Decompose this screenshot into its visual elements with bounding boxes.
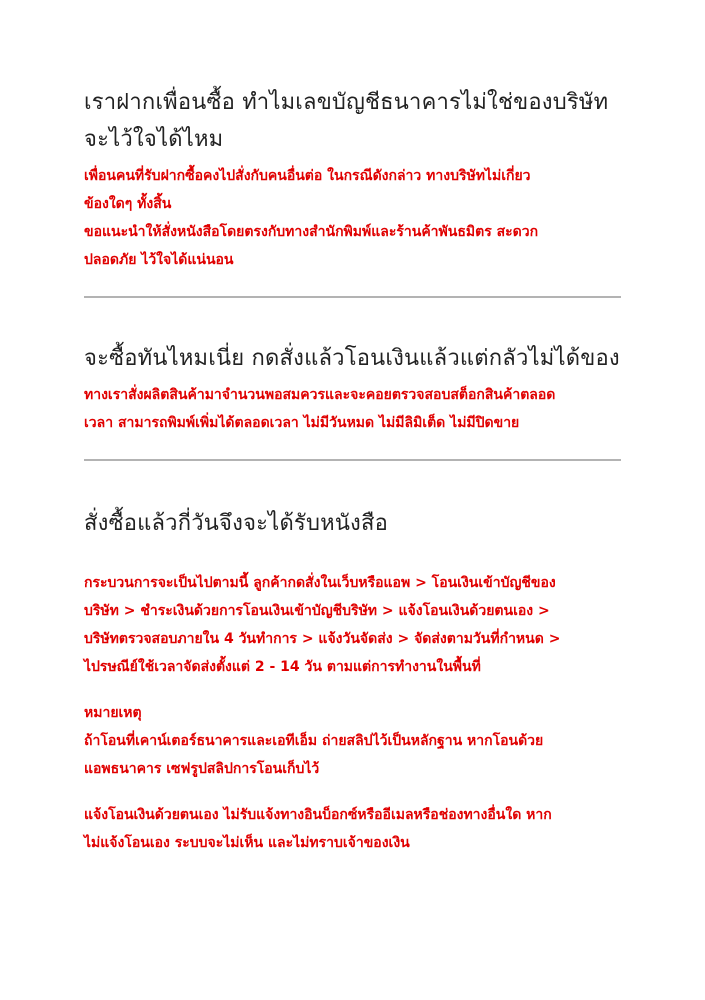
- body-line: ไปรษณีย์ใช้เวลาจัดส่งตั้งแต่ 2 - 14 วัน ตามแต่การทำงานในพื้นที่: [84, 659, 481, 675]
- note-label: หมายเหตุ: [84, 705, 142, 721]
- process-steps: [84, 569, 624, 681]
- faq-section-stock: [84, 340, 624, 437]
- body-line: เพื่อนคนที่รับฝากซื้อคงไปสั่งกับคนอื่นต่อ ในกรณีดังกล่าว ทางบริษัทไม่เกี่ยว: [84, 168, 531, 184]
- spacer: [84, 783, 624, 801]
- faq-section-friend-purchase: [84, 84, 624, 274]
- section-divider: [84, 459, 621, 461]
- faq-section-delivery-time: [84, 505, 624, 857]
- body-line: ปลอดภัย ไว้ใจได้แน่นอน: [84, 252, 234, 268]
- body-line: บริษัท > ชำระเงินด้วยการโอนเงินเข้าบัญชีบริษัท > แจ้งโอนเงินด้วยตนเอง >: [84, 603, 550, 619]
- section-title-line-2: จะไว้ใจได้ไหม: [84, 127, 224, 152]
- body-line: แอพธนาคาร เซฟรูปสลิปการโอนเก็บไว้: [84, 761, 320, 777]
- section-title: จะซื้อทันไหมเนี่ย กดสั่งแล้วโอนเงินแล้วแต่กลัวไม่ได้ของ: [84, 346, 620, 371]
- section-title: สั่งซื้อแล้วกี่วันจึงจะได้รับหนังสือ: [84, 511, 389, 536]
- body-line: ข้องใดๆ ทั้งสิ้น: [84, 196, 172, 212]
- body-line: ไม่แจ้งโอนเอง ระบบจะไม่เห็น และไม่ทราบเจ้าของเงิน: [84, 835, 410, 851]
- body-line: ถ้าโอนที่เคาน์เตอร์ธนาคารและเอทีเอ็ม ถ่ายสลิปไว้เป็นหลักฐาน หากโอนด้วย: [84, 733, 544, 749]
- body-line: เวลา สามารถพิมพ์เพิ่มได้ตลอดเวลา ไม่มีวันหมด ไม่มีลิมิเต็ด ไม่มีปิดขาย: [84, 415, 520, 431]
- body-line: ทางเราสั่งผลิตสินค้ามาจำนวนพอสมควรและจะคอยตรวจสอบสต็อกสินค้าตลอด: [84, 387, 556, 403]
- section-body: [84, 381, 624, 437]
- notify-block: [84, 801, 624, 857]
- body-line: กระบวนการจะเป็นไปตามนี้ ลูกค้ากดสั่งในเว็บหรือแอพ > โอนเงินเข้าบัญชีของ: [84, 575, 556, 591]
- section-title: [84, 84, 624, 158]
- note-block: [84, 699, 624, 783]
- section-body: [84, 569, 624, 857]
- body-line: บริษัทตรวจสอบภายใน 4 วันทำการ > แจ้งวันจัดส่ง > จัดส่งตามวันที่กำหนด >: [84, 631, 561, 647]
- section-title-line-1: เราฝากเพื่อนซื้อ ทำไมเลขบัญชีธนาคารไม่ใช่ของบริษัท: [84, 90, 609, 115]
- section-divider: [84, 296, 621, 298]
- body-line: ขอแนะนำให้สั่งหนังสือโดยตรงกับทางสำนักพิมพ์และร้านค้าพันธมิตร สะดวก: [84, 224, 539, 240]
- body-line: แจ้งโอนเงินด้วยตนเอง ไม่รับแจ้งทางอินบ็อกซ์หรืออีเมลหรือช่องทางอื่นใด หาก: [84, 807, 552, 823]
- spacer: [84, 681, 624, 699]
- section-body: [84, 162, 624, 274]
